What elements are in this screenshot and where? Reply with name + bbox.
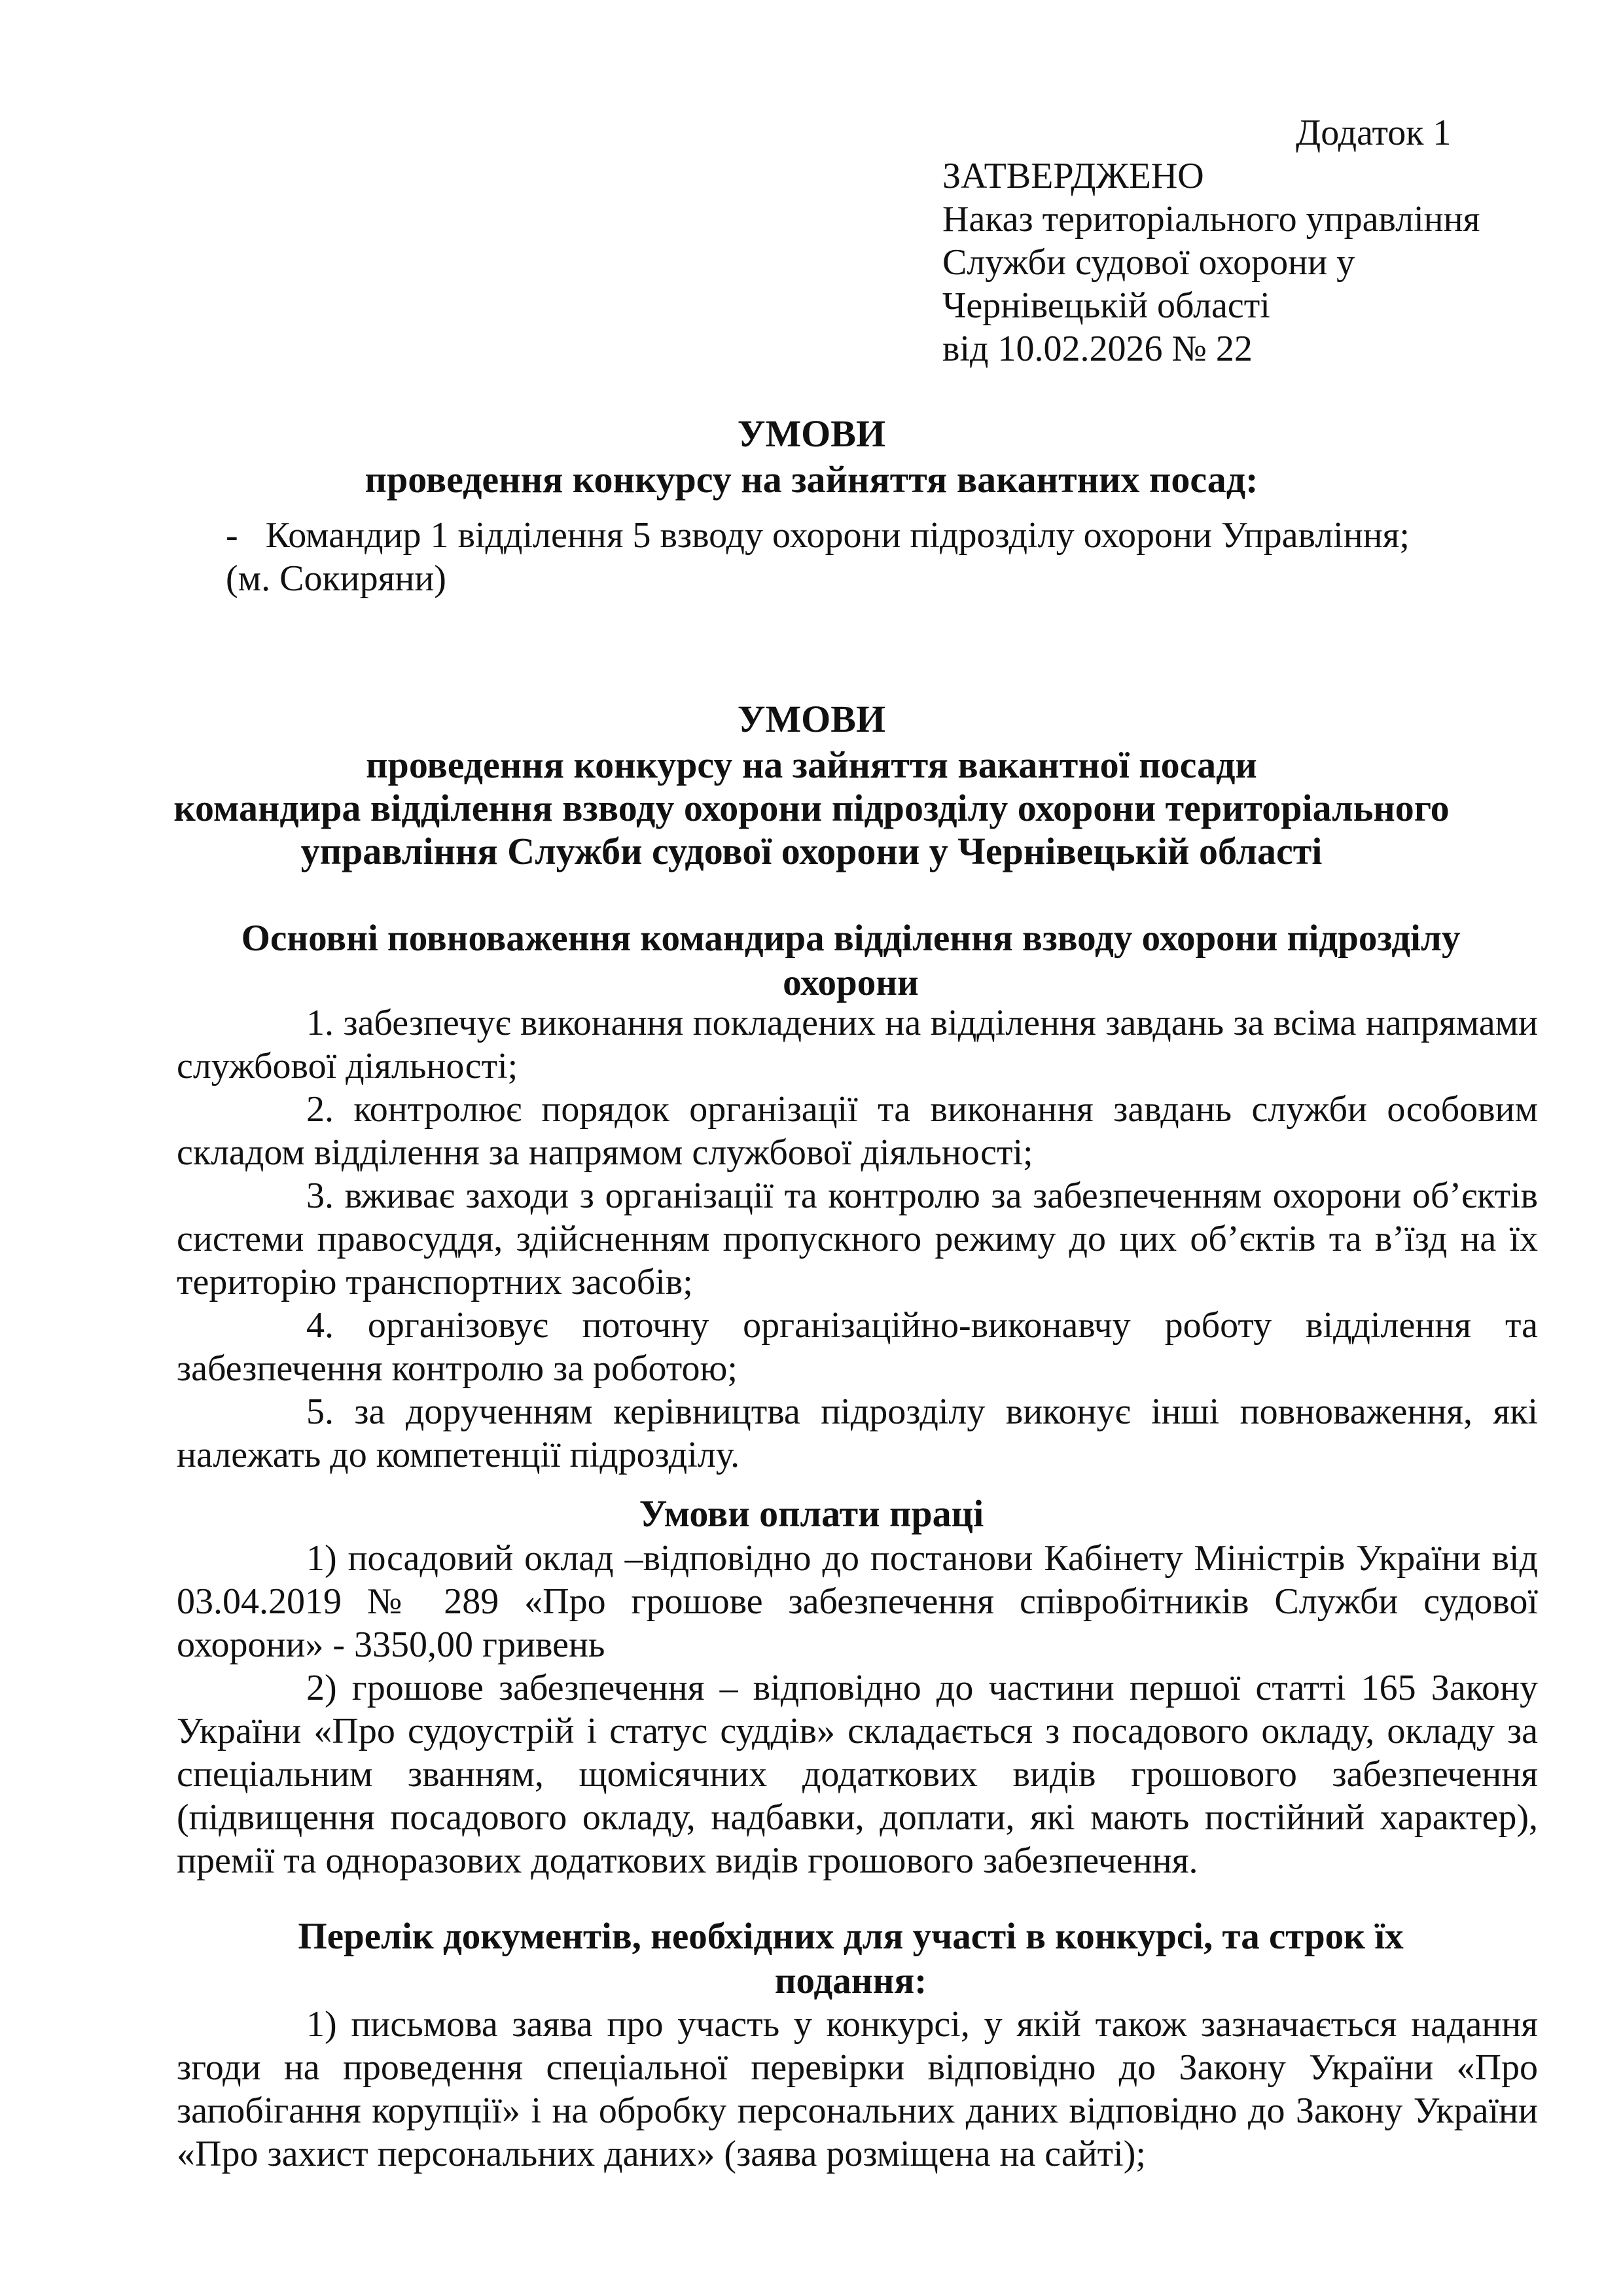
- duty-item: 4. організовує поточну організаційно-виконавчу роботу відділення та забезпечення контролю за роботою;: [177, 1305, 1538, 1389]
- vacancy-item: [226, 514, 1410, 600]
- approval-date: від 10.02.2026 № 22: [942, 329, 1253, 369]
- vacancy-bullet: -: [226, 515, 238, 556]
- approval-stamp: [942, 111, 1480, 370]
- pay-item: 1) посадовий оклад –відповідно до постанови Кабінету Міністрів України від 03.04.2019 № 289 «Про грошове забезпечення співробітників Служби судової охорони» - 3350,00 гривень: [177, 1538, 1538, 1665]
- approval-line: Наказ територіального управління: [942, 199, 1480, 240]
- vacancy-location: (м. Сокиряни): [226, 558, 446, 599]
- duty-item: 3. вживає заходи з організації та контролю за забезпеченням охорони об’єктів системи правосуддя, здійсненням пропускного режиму до цих об’єктів та в’їзд на їх територію транспортних засобів;: [177, 1175, 1538, 1302]
- documents-title-line: Перелік документів, необхідних для участі в конкурсі, та строк їх: [298, 1916, 1404, 1957]
- main-title: УМОВИ: [737, 698, 886, 740]
- main-subtitle-line: управління Служби судової охорони у Чернівецькій області: [300, 830, 1323, 872]
- pay-list: [177, 1537, 1538, 1882]
- approval-line: Чернівецькій області: [942, 285, 1270, 326]
- documents-list: [177, 2003, 1538, 2176]
- duties-list: [177, 1001, 1538, 1477]
- documents-title: [196, 1914, 1505, 2003]
- vacancy-text: Командир 1 відділення 5 взводу охорони підрозділу охорони Управління;: [265, 515, 1410, 556]
- document-item: 1) письмова заява про участь у конкурсі, у якій також зазначається надання згоди на проведення спеціальної перевірки відповідно до Закону України «Про запобігання корупції» і на обробку персональних даних відповідно до Закону України «Про захист персональних даних» (заява розміщена на сайті);: [177, 2004, 1538, 2174]
- pay-title: Умови оплати праці: [639, 1492, 984, 1535]
- appendix-label: Додаток 1: [1296, 113, 1452, 153]
- approved-label: ЗАТВЕРДЖЕНО: [942, 156, 1204, 196]
- duty-item: 5. за дорученням керівництва підрозділу виконує інші повноваження, які належать до компетенції підрозділу.: [177, 1391, 1538, 1475]
- main-subtitle-line: проведення конкурсу на зайняття вакантної посади: [366, 744, 1257, 786]
- approval-line: Служби судової охорони у: [942, 242, 1355, 283]
- duty-item: 2. контролює порядок організації та виконання завдань служби особовим складом відділення за напрямом службової діяльності;: [177, 1089, 1538, 1173]
- documents-title-line: подання:: [774, 1960, 927, 2001]
- main-subtitle-line: командира відділення взводу охорони підрозділу охорони територіального: [173, 787, 1450, 829]
- duties-title-line: Основні повноваження командира відділення взводу охорони підрозділу: [241, 918, 1461, 959]
- conditions-title: УМОВИ: [737, 412, 886, 455]
- conditions-subtitle: проведення конкурсу на зайняття вакантних посад:: [365, 458, 1258, 501]
- duties-title-line: охорони: [783, 962, 919, 1003]
- duty-item: 1. забезпечує виконання покладених на відділення завдань за всіма напрямами службової діяльності;: [177, 1003, 1538, 1086]
- pay-item: 2) грошове забезпечення – відповідно до частини першої статті 165 Закону України «Про судоустрій і статус суддів» складається з посадового окладу, окладу за спеціальним званням, щомісячних додаткових видів грошового забезпечення (підвищення посадового окладу, надбавки, доплати, які мають постійний характер), премії та одноразових додаткових видів грошового забезпечення.: [177, 1668, 1538, 1881]
- duties-title: [196, 916, 1505, 1005]
